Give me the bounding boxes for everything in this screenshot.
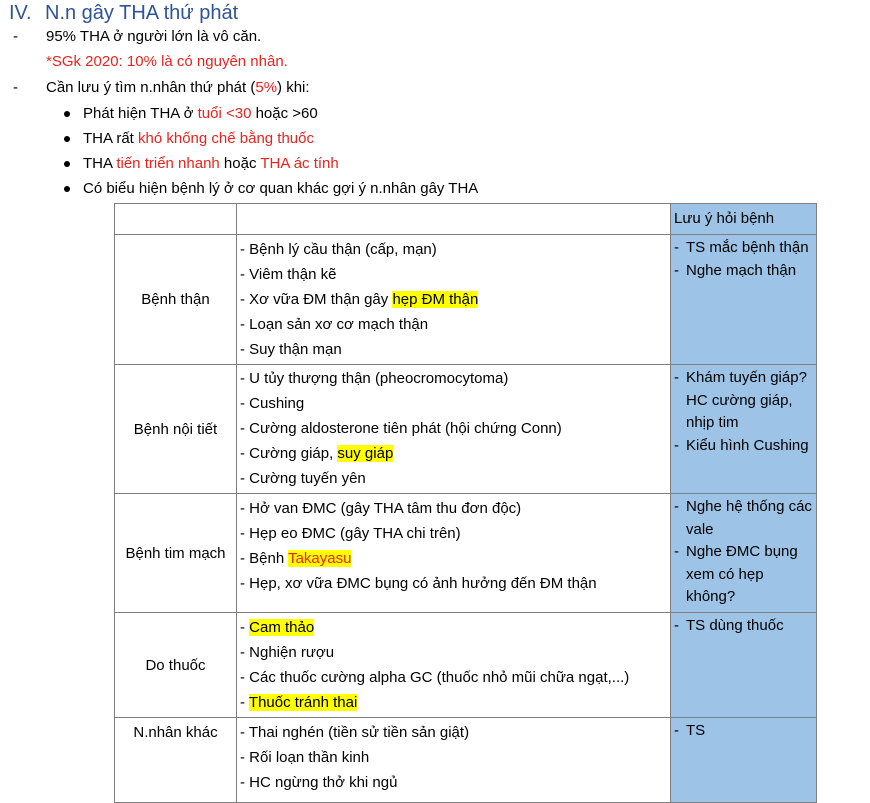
note-text: TS [686,722,706,739]
bullet-2-text: THA rất [83,130,139,147]
list-item: - HC ngừng thở khi ngủ [240,774,398,791]
list-item [237,613,670,640]
note-item: - Kiểu hình Cushing [674,435,812,458]
section-title: N.n gây THA thứ phát [45,2,239,24]
highlighted-text: Cam thảo [249,619,315,636]
list-item: - Rối loạn thần kinh [240,749,370,766]
note-text: Nghe mạch thận [686,261,797,279]
bullet-2-red: khó khống chế bằng thuốc [138,130,314,147]
list-item [237,546,670,571]
bullet-dot [64,161,70,167]
highlighted-text: suy giáp [337,445,394,462]
note-item: - TS mắc bệnh thận [674,237,812,260]
list-item: - Hở van ĐMC (gây THA tâm thu đơn độc) [240,500,522,517]
note-item: - TS [674,720,812,743]
note-text: TS dùng thuốc [686,617,784,634]
intro-line-3 [46,78,310,98]
note-text: TS mắc bệnh thận [686,239,809,256]
group-cell: Bệnh nội tiết [115,365,237,494]
table-row-other [115,718,817,803]
header-items-cell [237,204,671,235]
highlighted-text: hẹp ĐM thận [392,291,479,308]
section-number: IV. [9,2,32,24]
bullet-dot [64,111,70,117]
bullet-4: Có biểu hiện bệnh lý ở cơ quan khác gợi ý n.nhân gây THA [83,180,479,197]
note-list [671,365,816,457]
note-list [671,235,816,282]
table-row-cardio [115,494,817,613]
note-text: Nghe ĐMC bụng xem có hẹp không? [686,543,798,605]
items-cell [237,365,671,494]
header-note-cell [671,204,817,235]
list-item: - U tủy thượng thận (pheocromocytoma) [240,370,509,387]
bullet-1-red: tuổi <30 [197,105,252,122]
note-cell [671,718,817,803]
note-item: - Nghe hệ thống các vale [674,496,812,541]
intro-sgk-note: *SGk 2020: 10% là có nguyên nhân. [46,53,288,70]
group-cell: Bệnh tim mạch [115,494,237,613]
note-text: Khám tuyến giáp? HC cường giáp, nhịp tim [686,369,807,431]
items-cell [237,235,671,365]
list-item: - Cường aldosterone tiên phát (hội chứng Conn) [240,420,562,437]
bullet-3 [83,154,339,174]
items-cell [237,718,671,803]
list-item-text: - Cường giáp, [240,445,338,462]
list-item-text: - Bệnh [240,550,289,567]
note-cell [671,613,817,718]
group-cell: Bệnh thận [115,235,237,365]
list-item: - Bệnh lý cầu thận (cấp, mạn) [240,241,437,258]
list-item-text: - [240,694,249,711]
note-list [671,494,816,609]
list-item [237,441,670,466]
list-item: - Cushing [240,395,305,412]
list-item: - Loạn sản xơ cơ mạch thận [240,316,429,333]
note-item: - TS dùng thuốc [674,615,812,638]
causes-table [114,203,817,803]
highlighted-text: Takayasu [288,550,352,567]
note-list [671,613,816,638]
list-item: - Hẹp eo ĐMC (gây THA chi trên) [240,525,461,542]
list-item: - Nghiện rượu [240,644,335,661]
bullet-dot [64,186,70,192]
section-heading [9,2,238,25]
note-item: - Khám tuyến giáp? HC cường giáp, nhịp tim [674,367,812,435]
list-item-text: - Xơ vữa ĐM thận gây [240,291,393,308]
bullet-3-red-1: tiến triển nhanh [116,155,220,172]
intro-l3-text: Cần lưu ý tìm n.nhân thứ phát ( [46,79,256,96]
note-item: - Nghe ĐMC bụng xem có hẹp không? [674,541,812,609]
intro-l3-percent: 5% [255,79,278,96]
header-group-cell [115,204,237,235]
note-item: - Nghe mạch thận [674,260,812,283]
list-item: - Viêm thận kẽ [240,266,337,283]
bullet-2 [83,129,314,149]
table-row-kidney [115,235,817,365]
list-item: - Cường tuyến yên [240,470,366,487]
list-item: - Hẹp, xơ vữa ĐMC bụng có ảnh hưởng đến ĐM thận [240,575,597,592]
list-item: - Các thuốc cường alpha GC (thuốc nhỏ mũi chữa ngạt,...) [240,669,630,686]
note-list [671,718,816,743]
items-cell [237,494,671,613]
group-cell: Do thuốc [115,613,237,718]
note-cell [671,235,817,365]
note-text: Kiểu hình Cushing [686,436,809,454]
bullet-3-red-2: THA ác tính [260,155,339,172]
intro-line-1: 95% THA ở người lớn là vô căn. [46,28,262,45]
table-header-row [115,204,817,235]
dash-marker: - [13,28,18,45]
table-row-drug [115,613,817,718]
bullet-1 [83,104,318,124]
items-cell [237,613,671,718]
intro-l3-end: ) khi: [277,79,310,96]
dash-marker: - [13,79,18,96]
highlighted-text: Thuốc tránh thai [248,694,358,711]
note-header: Lưu ý hỏi bệnh [674,210,775,227]
group-cell: N.nhân khác [115,718,237,803]
note-cell [671,494,817,613]
bullet-3-mid: hoặc [219,155,261,172]
note-cell [671,365,817,494]
table-row-endocrine [115,365,817,494]
bullet-1-end: hoặc >60 [251,105,318,122]
list-item-text: - [240,619,250,636]
bullet-dot [64,136,70,142]
note-text: Nghe hệ thống các vale [686,498,812,538]
bullet-1-text: Phát hiện THA ở [83,105,198,122]
list-item: - Suy thận mạn [240,341,342,358]
list-item: - Thai nghén (tiền sử tiền sản giật) [240,724,470,741]
list-item [237,690,670,715]
bullet-3-text: THA [83,155,117,172]
list-item [237,287,670,312]
